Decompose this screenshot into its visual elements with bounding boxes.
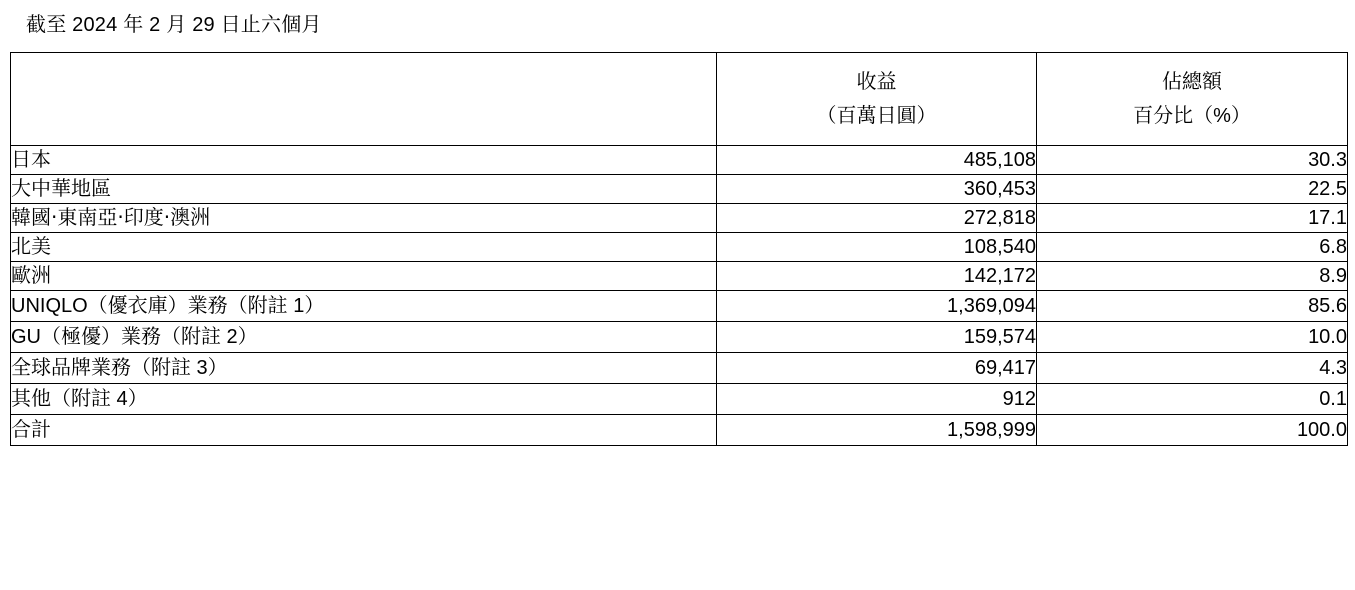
header-revenue-line2: （百萬日圓）: [816, 105, 937, 127]
revenue-by-segment-table: [10, 52, 1348, 446]
header-share-line2: 百分比（%）: [1133, 105, 1251, 127]
header-share-cell: [1037, 53, 1348, 146]
header-revenue-cell: [717, 53, 1037, 146]
row-share: 4.3: [1037, 353, 1348, 384]
row-share: 17.1: [1037, 204, 1348, 233]
row-revenue: 159,574: [717, 322, 1037, 353]
table-row: [11, 353, 1348, 384]
table-row: [11, 175, 1348, 204]
header-share-line1: 佔總額: [1162, 71, 1222, 93]
table-caption: 截至 2024 年 2 月 29 日止六個月: [26, 14, 322, 36]
row-revenue: 272,818: [717, 204, 1037, 233]
table-header: [11, 53, 1348, 146]
row-revenue: 912: [717, 384, 1037, 415]
row-revenue: 142,172: [717, 262, 1037, 291]
row-revenue: 360,453: [717, 175, 1037, 204]
table-row: [11, 384, 1348, 415]
row-label: 其他（附註 4）: [11, 384, 717, 415]
row-label: 大中華地區: [11, 175, 717, 204]
table-header-row: [11, 53, 1348, 146]
row-label: 韓國‧東南亞‧印度‧澳洲: [11, 204, 717, 233]
row-label: GU（極優）業務（附註 2）: [11, 322, 717, 353]
row-share: 85.6: [1037, 291, 1348, 322]
row-share: 6.8: [1037, 233, 1348, 262]
header-revenue-line1: 收益: [856, 71, 897, 93]
row-label: UNIQLO（優衣庫）業務（附註 1）: [11, 291, 717, 322]
row-revenue: 1,369,094: [717, 291, 1037, 322]
table-row: [11, 204, 1348, 233]
row-label: 北美: [11, 233, 717, 262]
row-share: 0.1: [1037, 384, 1348, 415]
row-revenue: 485,108: [717, 146, 1037, 175]
row-share: 10.0: [1037, 322, 1348, 353]
table-row: [11, 291, 1348, 322]
table-row: [11, 262, 1348, 291]
row-revenue: 1,598,999: [717, 415, 1037, 446]
table-row: [11, 146, 1348, 175]
row-revenue: 108,540: [717, 233, 1037, 262]
row-label: 歐洲: [11, 262, 717, 291]
row-label: 日本: [11, 146, 717, 175]
row-share: 8.9: [1037, 262, 1348, 291]
row-label: 合計: [11, 415, 717, 446]
table-row: [11, 233, 1348, 262]
table-body: [11, 146, 1348, 446]
row-share: 100.0: [1037, 415, 1348, 446]
table-row-total: [11, 415, 1348, 446]
table-row: [11, 322, 1348, 353]
row-revenue: 69,417: [717, 353, 1037, 384]
row-share: 22.5: [1037, 175, 1348, 204]
row-share: 30.3: [1037, 146, 1348, 175]
header-blank-cell: [11, 53, 717, 146]
row-label: 全球品牌業務（附註 3）: [11, 353, 717, 384]
